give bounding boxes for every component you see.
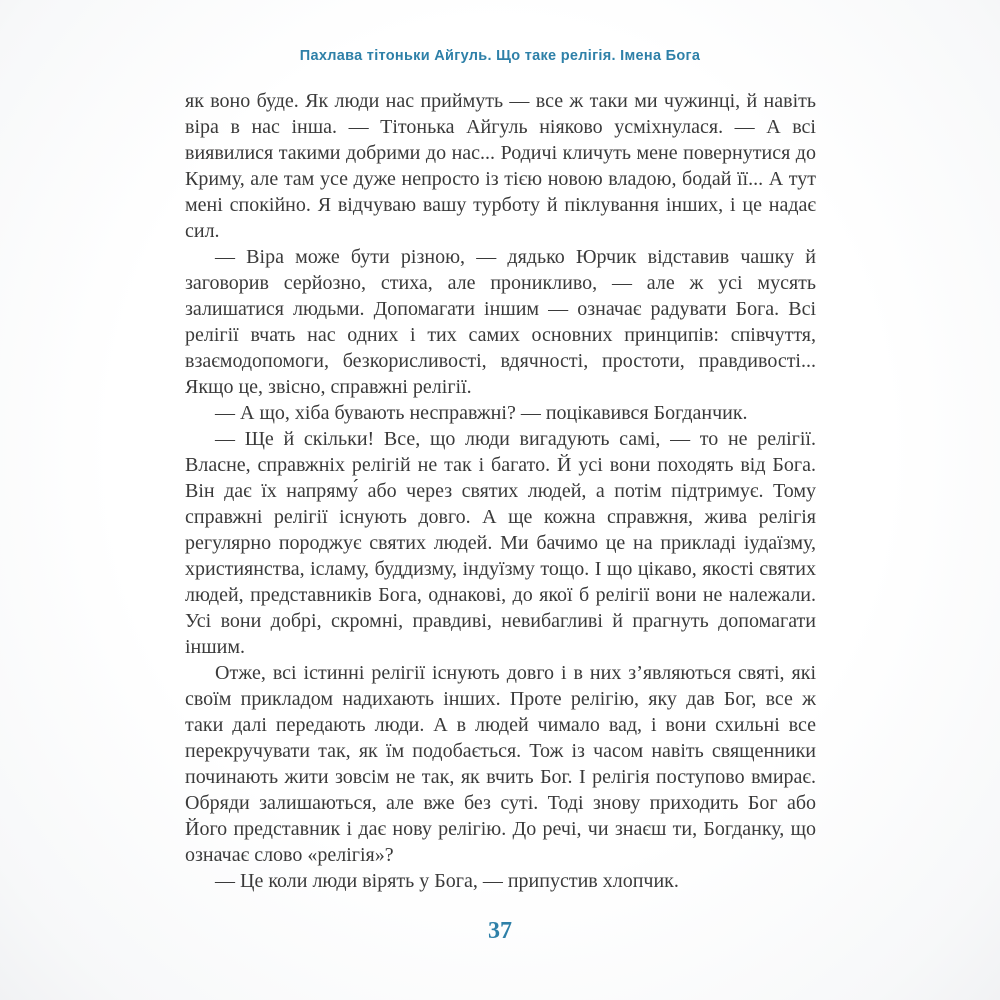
paragraph: — А що, хіба бувають несправжні? — поцікавився Богданчик. [215,402,748,424]
body-text [185,88,816,894]
paragraph: як воно буде. Як люди нас приймуть — все ж таки ми чужинці, й навіть віра в нас інша. — Тітонька Айгуль ніяково усміхнулася. — А всі виявилися такими добрими до нас... Родичі кличуть мене повернутися до Криму, але там усе дуже непросто із тією новою владою, бодай її... А тут мені спокійно. Я відчуваю вашу турботу й піклування інших, і це надає сил. [185,90,816,242]
paragraph: — Це коли люди вірять у Бога, — припустив хлопчик. [215,870,679,892]
running-header: Пахлава тітоньки Айгуль. Що таке релігія. Імена Бога [299,48,701,64]
page-number: 37 [488,918,512,944]
paragraph: — Віра може бути різною, — дядько Юрчик відставив чашку й заговорив серйозно, стиха, але проникливо, — але ж усі мусять залишатися людьми. Допомагати іншим — означає радувати Бога. Всі релігії вчать нас одних і тих самих основних принципів: співчуття, взаємодопомоги, безкорисливості, вдячності, простоти, правдивості... Якщо це, звісно, справжні релігії. [185,246,816,398]
paragraph: — Ще й скільки! Все, що люди вигадують самі, — то не релігії. Власне, справжніх релігій не так і багато. Й усі вони походять від Бога. Він дає їх напряму́ або через святих людей, а потім підтримує. Тому справжні релігії існують довго. А ще кожна справжня, жива релігія регулярно породжує святих людей. Ми бачимо це на прикладі іудаїзму, християнства, ісламу, буддизму, індуїзму тощо. І що цікаво, якості святих людей, представників Бога, однакові, до якої б релігії вони не належали. Усі вони добрі, скромні, правдиві, невибагливі й прагнуть допомагати іншим. [185,428,816,658]
paragraph: Отже, всі істинні релігії існують довго і в них з’являються святі, які своїм прикладом надихають інших. Проте релігію, яку дав Бог, все ж таки далі передають люди. А в людей чимало вад, і вони схильні все перекручувати так, як їм подобається. Тож із часом навіть священники починають жити зовсім не так, як вчить Бог. І релігія поступово вмирає. Обряди залишаються, але вже без суті. Тоді знову приходить Бог або Його представник і дає нову релігію. До речі, чи знаєш ти, Богданку, що означає слово «релігія»? [185,662,816,866]
